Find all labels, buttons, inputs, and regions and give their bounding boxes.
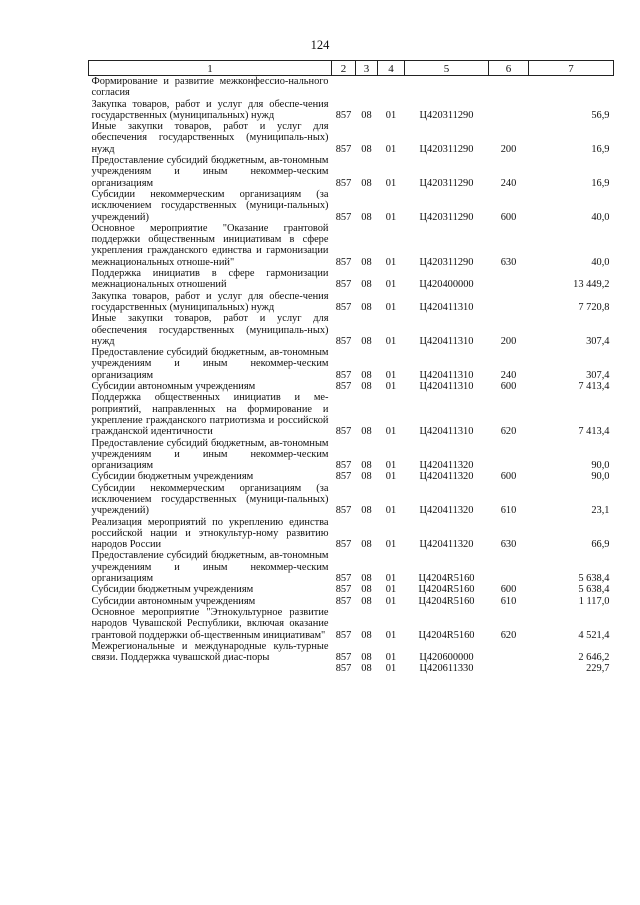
- row-name: Предоставление субсидий бюджетным, ав-тономным учреждениям и иным некоммер-ческим организациям: [91, 550, 329, 585]
- row-subsection: 01: [385, 460, 397, 472]
- row-expense-type: 600: [500, 584, 517, 596]
- row-section: 08: [361, 335, 372, 347]
- row-name: Предоставление субсидий бюджетным, ав-тономным учреждениям и иным некоммер-ческим организациям: [91, 437, 329, 472]
- row-amount: 7 413,4: [578, 381, 610, 393]
- page-number: 124: [310, 38, 330, 52]
- row-target-article: Ц420411310: [419, 335, 474, 347]
- table-row: [89, 584, 614, 595]
- row-section: 08: [361, 211, 372, 223]
- row-name: Поддержка инициатив в сфере гармонизации межнациональных отношений: [91, 268, 329, 291]
- table-row: [89, 313, 614, 347]
- row-name: Субсидии бюджетным учреждениям: [91, 584, 254, 596]
- row-amount: 7 413,4: [578, 426, 610, 438]
- row-name: Реализация мероприятий по укреплению единства российской нации и этнокультур-ному развитию народов России: [91, 516, 329, 551]
- table-row: [89, 76, 614, 99]
- row-admin-code: 857: [335, 426, 352, 438]
- row-admin-code: [332, 76, 356, 99]
- row-subsection: 01: [385, 335, 397, 347]
- row-section: 08: [361, 595, 372, 607]
- row-amount: 4 521,4: [578, 629, 610, 641]
- row-expense-type: 620: [500, 629, 517, 641]
- row-name: Иные закупки товаров, работ и услуг для обеспечения государственных (муниципаль-ных) нужд: [91, 121, 329, 155]
- header-cell: 4: [378, 61, 405, 76]
- table-row: [89, 392, 614, 437]
- row-target-article: Ц420311290: [419, 177, 474, 189]
- row-amount: 66,9: [591, 539, 610, 551]
- table-row: [89, 189, 614, 223]
- row-target-article: Ц420311290: [419, 109, 474, 121]
- row-target-article: Ц420411310: [419, 301, 474, 313]
- row-amount: 229,7: [586, 663, 610, 675]
- row-subsection: 01: [385, 584, 397, 596]
- row-amount: [529, 76, 614, 99]
- row-expense-type: 200: [500, 335, 517, 347]
- row-section: 08: [361, 426, 372, 438]
- row-expense-type: [489, 550, 529, 584]
- row-expense-type: 600: [500, 381, 517, 393]
- row-section: [356, 76, 378, 99]
- row-amount: 16,9: [591, 143, 610, 155]
- row-target-article: Ц420411310: [419, 381, 474, 393]
- row-section: 08: [361, 629, 372, 641]
- row-expense-type: 600: [500, 471, 517, 483]
- row-target-article: Ц420411320: [419, 505, 474, 517]
- header-row: [89, 61, 614, 76]
- row-name: Формирование и развитие межконфессио-нального согласия: [91, 76, 329, 99]
- table-row: [89, 381, 614, 392]
- row-expense-type: [489, 76, 529, 99]
- row-section: 08: [361, 143, 372, 155]
- row-target-article: Ц4204R5160: [418, 595, 475, 607]
- row-amount: 90,0: [591, 471, 610, 483]
- row-section: 08: [361, 279, 372, 291]
- row-amount: 307,4: [586, 369, 610, 381]
- row-target-article: Ц420411320: [419, 539, 474, 551]
- row-subsection: 01: [385, 279, 397, 291]
- row-name: Иные закупки товаров, работ и услуг для обеспечения государственных (муниципаль-ных) нужд: [91, 313, 329, 347]
- row-admin-code: 857: [335, 460, 352, 472]
- row-section: 08: [361, 177, 372, 189]
- row-amount: 16,9: [591, 177, 610, 189]
- row-target-article: Ц420600000: [419, 652, 474, 664]
- table-row: [89, 607, 614, 641]
- row-amount: 13 449,2: [573, 279, 610, 291]
- row-name: Субсидии автономным учреждениям: [91, 381, 256, 393]
- header-cell: 6: [489, 61, 529, 76]
- row-name: Субсидии автономным учреждениям: [91, 595, 256, 607]
- row-admin-code: 857: [335, 505, 352, 517]
- row-target-article: Ц4204R5160: [418, 573, 475, 585]
- row-expense-type: 630: [500, 539, 517, 551]
- row-name: Основное мероприятие "Оказание грантовой поддержки общественным инициативам в сфере укрепления гражданского единства и гармонизации межнациональных отноше-ний": [91, 222, 329, 268]
- row-section: 08: [361, 381, 372, 393]
- row-name: Субсидии бюджетным учреждениям: [91, 471, 254, 483]
- row-target-article: Ц420311290: [419, 256, 474, 268]
- header-cell: 2: [332, 61, 356, 76]
- row-section: 08: [361, 471, 372, 483]
- row-admin-code: 857: [335, 301, 352, 313]
- row-subsection: [378, 76, 405, 99]
- row-amount: 7 720,8: [578, 301, 610, 313]
- table-row: [89, 663, 614, 674]
- row-amount: 1 117,0: [578, 595, 610, 607]
- table-row: [89, 223, 614, 268]
- row-subsection: 01: [385, 426, 397, 438]
- row-admin-code: 857: [335, 663, 352, 675]
- row-subsection: 01: [385, 629, 397, 641]
- row-subsection: 01: [385, 505, 397, 517]
- row-expense-type: 630: [500, 256, 517, 268]
- table-row: [89, 438, 614, 472]
- row-subsection: 01: [385, 109, 397, 121]
- row-target-article: Ц420411320: [419, 460, 474, 472]
- table-row: [89, 596, 614, 607]
- row-name: Субсидии некоммерческим организациям (за исключением государственных (муници-пальных) учреждений): [91, 482, 329, 517]
- row-name: [89, 663, 332, 674]
- row-subsection: 01: [385, 595, 397, 607]
- row-expense-type: 620: [500, 426, 517, 438]
- row-admin-code: 857: [335, 211, 352, 223]
- row-subsection: 01: [385, 369, 397, 381]
- row-section: 08: [361, 256, 372, 268]
- row-section: 08: [361, 301, 372, 313]
- row-section: 08: [361, 460, 372, 472]
- budget-table: [88, 60, 614, 675]
- row-target-article: [405, 76, 489, 99]
- row-subsection: 01: [385, 663, 397, 675]
- row-expense-type: 200: [500, 143, 517, 155]
- row-expense-type: 610: [500, 595, 517, 607]
- row-target-article: Ц4204R5160: [418, 584, 475, 596]
- table-row: [89, 347, 614, 381]
- table-row: [89, 155, 614, 189]
- row-expense-type: 240: [500, 177, 517, 189]
- row-amount: 40,0: [591, 211, 610, 223]
- row-section: 08: [361, 109, 372, 121]
- row-amount: 5 638,4: [578, 573, 610, 585]
- row-section: 08: [361, 584, 372, 596]
- header-cell: 3: [356, 61, 378, 76]
- row-admin-code: 857: [335, 381, 352, 393]
- row-section: 08: [361, 652, 372, 664]
- row-subsection: 01: [385, 539, 397, 551]
- row-section: 08: [361, 573, 372, 585]
- table-row: [89, 291, 614, 314]
- row-subsection: 01: [385, 177, 397, 189]
- header-cell: 1: [89, 61, 332, 76]
- row-expense-type: [489, 291, 529, 314]
- row-admin-code: 857: [335, 595, 352, 607]
- table-row: [89, 483, 614, 517]
- row-expense-type: [489, 663, 529, 674]
- row-target-article: Ц420611330: [419, 663, 474, 675]
- row-section: 08: [361, 505, 372, 517]
- row-admin-code: 857: [335, 539, 352, 551]
- row-expense-type: [489, 438, 529, 472]
- row-admin-code: 857: [335, 629, 352, 641]
- header-cell: 7: [529, 61, 614, 76]
- row-admin-code: 857: [335, 573, 352, 585]
- row-name: Субсидии некоммерческим организациям (за исключением государственных (муници-пальных) учреждений): [91, 188, 329, 223]
- row-subsection: 01: [385, 652, 397, 664]
- table-row: [89, 99, 614, 122]
- row-amount: 5 638,4: [578, 584, 610, 596]
- row-target-article: Ц420400000: [419, 279, 474, 291]
- row-amount: 56,9: [591, 109, 610, 121]
- row-subsection: 01: [385, 301, 397, 313]
- row-amount: 90,0: [591, 460, 610, 472]
- row-subsection: 01: [385, 471, 397, 483]
- row-amount: 40,0: [591, 256, 610, 268]
- row-admin-code: 857: [335, 335, 352, 347]
- row-expense-type: [489, 641, 529, 664]
- row-admin-code: 857: [335, 109, 352, 121]
- row-name: Закупка товаров, работ и услуг для обеспе-чения государственных (муниципальных) нужд: [91, 98, 329, 121]
- row-target-article: Ц420411310: [419, 426, 474, 438]
- row-admin-code: 857: [335, 177, 352, 189]
- row-section: 08: [361, 369, 372, 381]
- row-admin-code: 857: [335, 369, 352, 381]
- table-row: [89, 517, 614, 551]
- table-row: [89, 121, 614, 155]
- row-target-article: Ц420411320: [419, 471, 474, 483]
- row-admin-code: 857: [335, 143, 352, 155]
- table-row: [89, 550, 614, 584]
- row-name: Предоставление субсидий бюджетным, ав-тономным учреждениям и иным некоммер-ческим организациям: [91, 347, 329, 381]
- row-target-article: Ц420311290: [419, 211, 474, 223]
- row-target-article: Ц420411310: [419, 369, 474, 381]
- row-subsection: 01: [385, 143, 397, 155]
- row-target-article: Ц4204R5160: [418, 629, 475, 641]
- header-cell: 5: [405, 61, 489, 76]
- row-amount: 23,1: [591, 505, 610, 517]
- row-name: Межрегиональные и международные куль-турные связи. Поддержка чувашской диас-поры: [91, 640, 329, 664]
- row-name: Предоставление субсидий бюджетным, ав-тономным учреждениям и иным некоммер-ческим организациям: [91, 155, 329, 189]
- row-expense-type: [489, 99, 529, 122]
- row-section: 08: [361, 663, 372, 675]
- row-expense-type: 600: [500, 211, 517, 223]
- row-name: Основное мероприятие "Этнокультурное развитие народов Чувашской Республики, включая оказание грантовой поддержки об-щественным инициативам": [91, 606, 329, 641]
- table-row: [89, 641, 614, 664]
- row-subsection: 01: [385, 256, 397, 268]
- row-name: Поддержка общественных инициатив и ме-роприятий, направленных на формирование и укрепление гражданского патриотизма и российской гражданской идентичности: [91, 392, 329, 438]
- row-admin-code: 857: [335, 471, 352, 483]
- table-row: [89, 268, 614, 291]
- row-section: 08: [361, 539, 372, 551]
- row-admin-code: 857: [335, 279, 352, 291]
- row-subsection: 01: [385, 381, 397, 393]
- row-subsection: 01: [385, 573, 397, 585]
- row-admin-code: 857: [335, 584, 352, 596]
- row-subsection: 01: [385, 211, 397, 223]
- row-expense-type: 610: [500, 505, 517, 517]
- table-row: [89, 471, 614, 482]
- row-amount: 307,4: [586, 335, 610, 347]
- row-admin-code: 857: [335, 256, 352, 268]
- row-expense-type: 240: [500, 369, 517, 381]
- row-target-article: Ц420311290: [419, 143, 474, 155]
- row-name: Закупка товаров, работ и услуг для обеспе-чения государственных (муниципальных) нужд: [91, 290, 329, 313]
- row-amount: 2 646,2: [578, 652, 610, 664]
- row-admin-code: 857: [335, 652, 352, 664]
- row-expense-type: [489, 268, 529, 291]
